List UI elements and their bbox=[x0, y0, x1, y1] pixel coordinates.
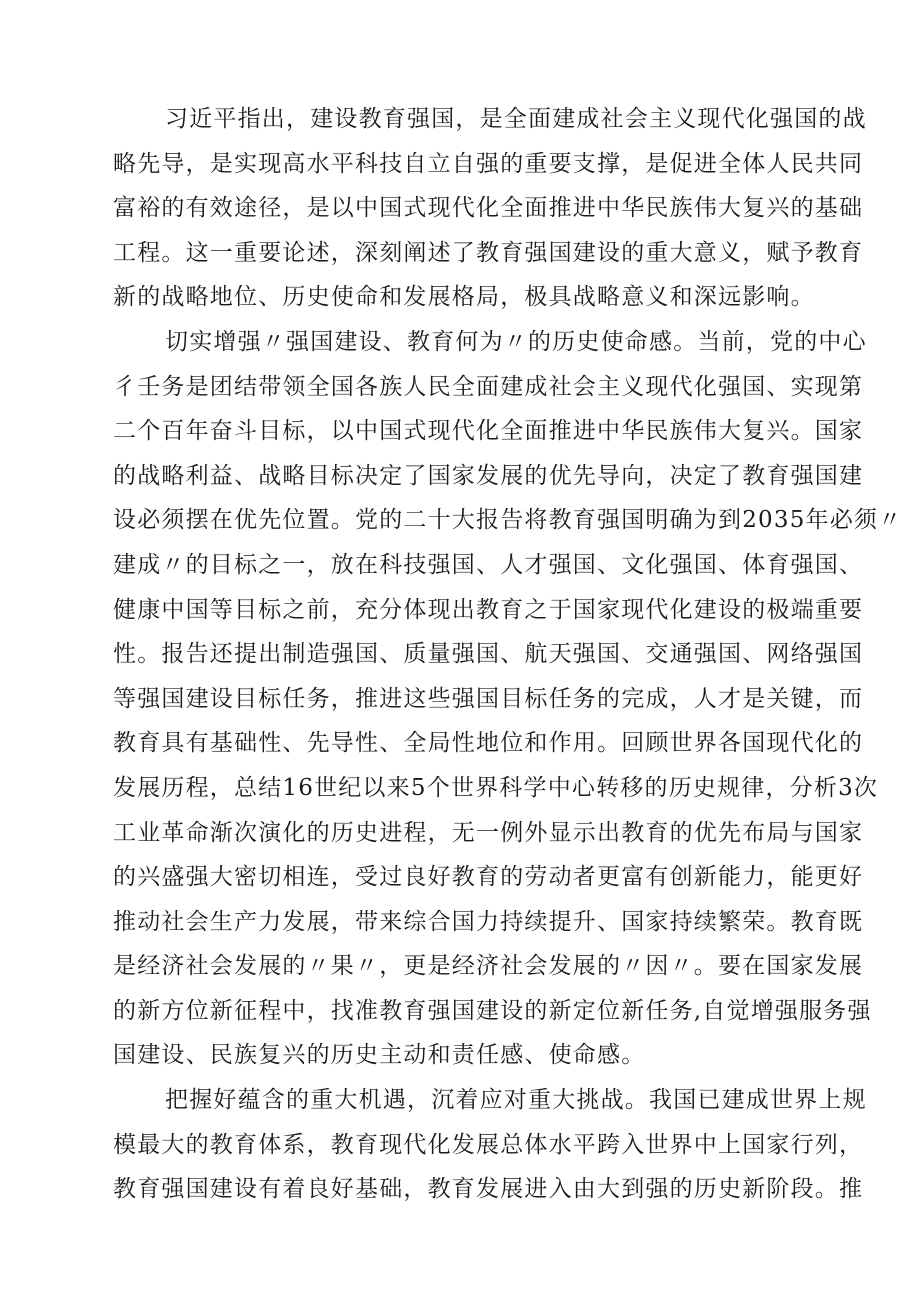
text-line: 富裕的有效途径，是以中国式现代化全面推进中华民族伟大复兴的基础 bbox=[113, 195, 864, 222]
text-line: 是经济社会发展的〃果〃，更是经济社会发展的〃因〃。要在国家发展 bbox=[113, 953, 864, 980]
text-line: 建成〃的目标之一，放在科技强国、人才强国、文化强国、体育强国、 bbox=[113, 551, 864, 578]
text-line: 发展历程，总结16世纪以来5个世界科学中心转移的历史规律，分析3次 bbox=[113, 774, 879, 801]
text-line: 彳壬务是团结带领全国各族人民全面建成社会主义现代化强国、实现第 bbox=[113, 373, 864, 400]
text-line: 把握好蕴含的重大机遇，沉着应对重大挑战。我国已建成世界上规 bbox=[165, 1087, 867, 1114]
text-line: 新的战略地位、历史使命和发展格局，极具战略意义和深远影响。 bbox=[113, 284, 815, 311]
text-line: 的新方位新征程中，找准教育强国建设的新定位新任务,自觉增强服务强 bbox=[113, 997, 872, 1024]
text-line: 等强国建设目标任务，推进这些强国目标任务的完成，人才是关键，而 bbox=[113, 685, 864, 712]
text-line: 国建设、民族复兴的历史主动和责任感、使命感。 bbox=[113, 1042, 646, 1069]
text-line: 推动社会生产力发展，带来综合国力持续提升、国家持续繁荣。教育既 bbox=[113, 908, 864, 935]
paragraph-1 bbox=[113, 97, 867, 320]
text-line: 健康中国等目标之前，充分体现出教育之于国家现代化建设的极端重要 bbox=[113, 596, 864, 623]
text-line: 习近平指出，建设教育强国，是全面建成社会主义现代化强国的战 bbox=[165, 106, 867, 132]
paragraph-3 bbox=[113, 1078, 867, 1212]
text-line: 切实增强〃强国建设、教育何为〃的历史使命感。当前，党的中心 bbox=[165, 328, 867, 355]
text-line: 工程。这一重要论述，深刻阐述了教育强国建设的重大意义，赋予教育 bbox=[113, 239, 864, 266]
text-line: 略先导，是实现高水平科技自立自强的重要支撑，是促进全体人民共同 bbox=[113, 150, 864, 177]
document-body bbox=[113, 97, 903, 1212]
text-line: 教育强国建设有着良好基础，教育发展进入由大到强的历史新阶段。推 bbox=[113, 1176, 864, 1203]
text-line: 设必须摆在优先位置。党的二十大报告将教育强国明确为到2035年必须〃 bbox=[113, 507, 903, 534]
text-line: 性。报告还提出制造强国、质量强国、航天强国、交通强国、网络强国 bbox=[113, 641, 864, 668]
text-line: 的战略利益、战略目标决定了国家发展的优先导向，决定了教育强国建 bbox=[113, 462, 864, 489]
paragraph-2 bbox=[113, 320, 903, 1078]
text-line: 的兴盛强大密切相连，受过良好教育的劳动者更富有创新能力，能更好 bbox=[113, 864, 864, 891]
text-line: 二个百年奋斗目标，以中国式现代化全面推进中华民族伟大复兴。国家 bbox=[113, 418, 864, 445]
text-line: 教育具有基础性、先导性、全局性地位和作用。回顾世界各国现代化的 bbox=[113, 730, 864, 757]
text-line: 模最大的教育体系，教育现代化发展总体水平跨入世界中上国家行列， bbox=[113, 1131, 864, 1158]
text-line: 工业革命渐次演化的历史进程，无一例外显示出教育的优先布局与国家 bbox=[113, 819, 864, 846]
